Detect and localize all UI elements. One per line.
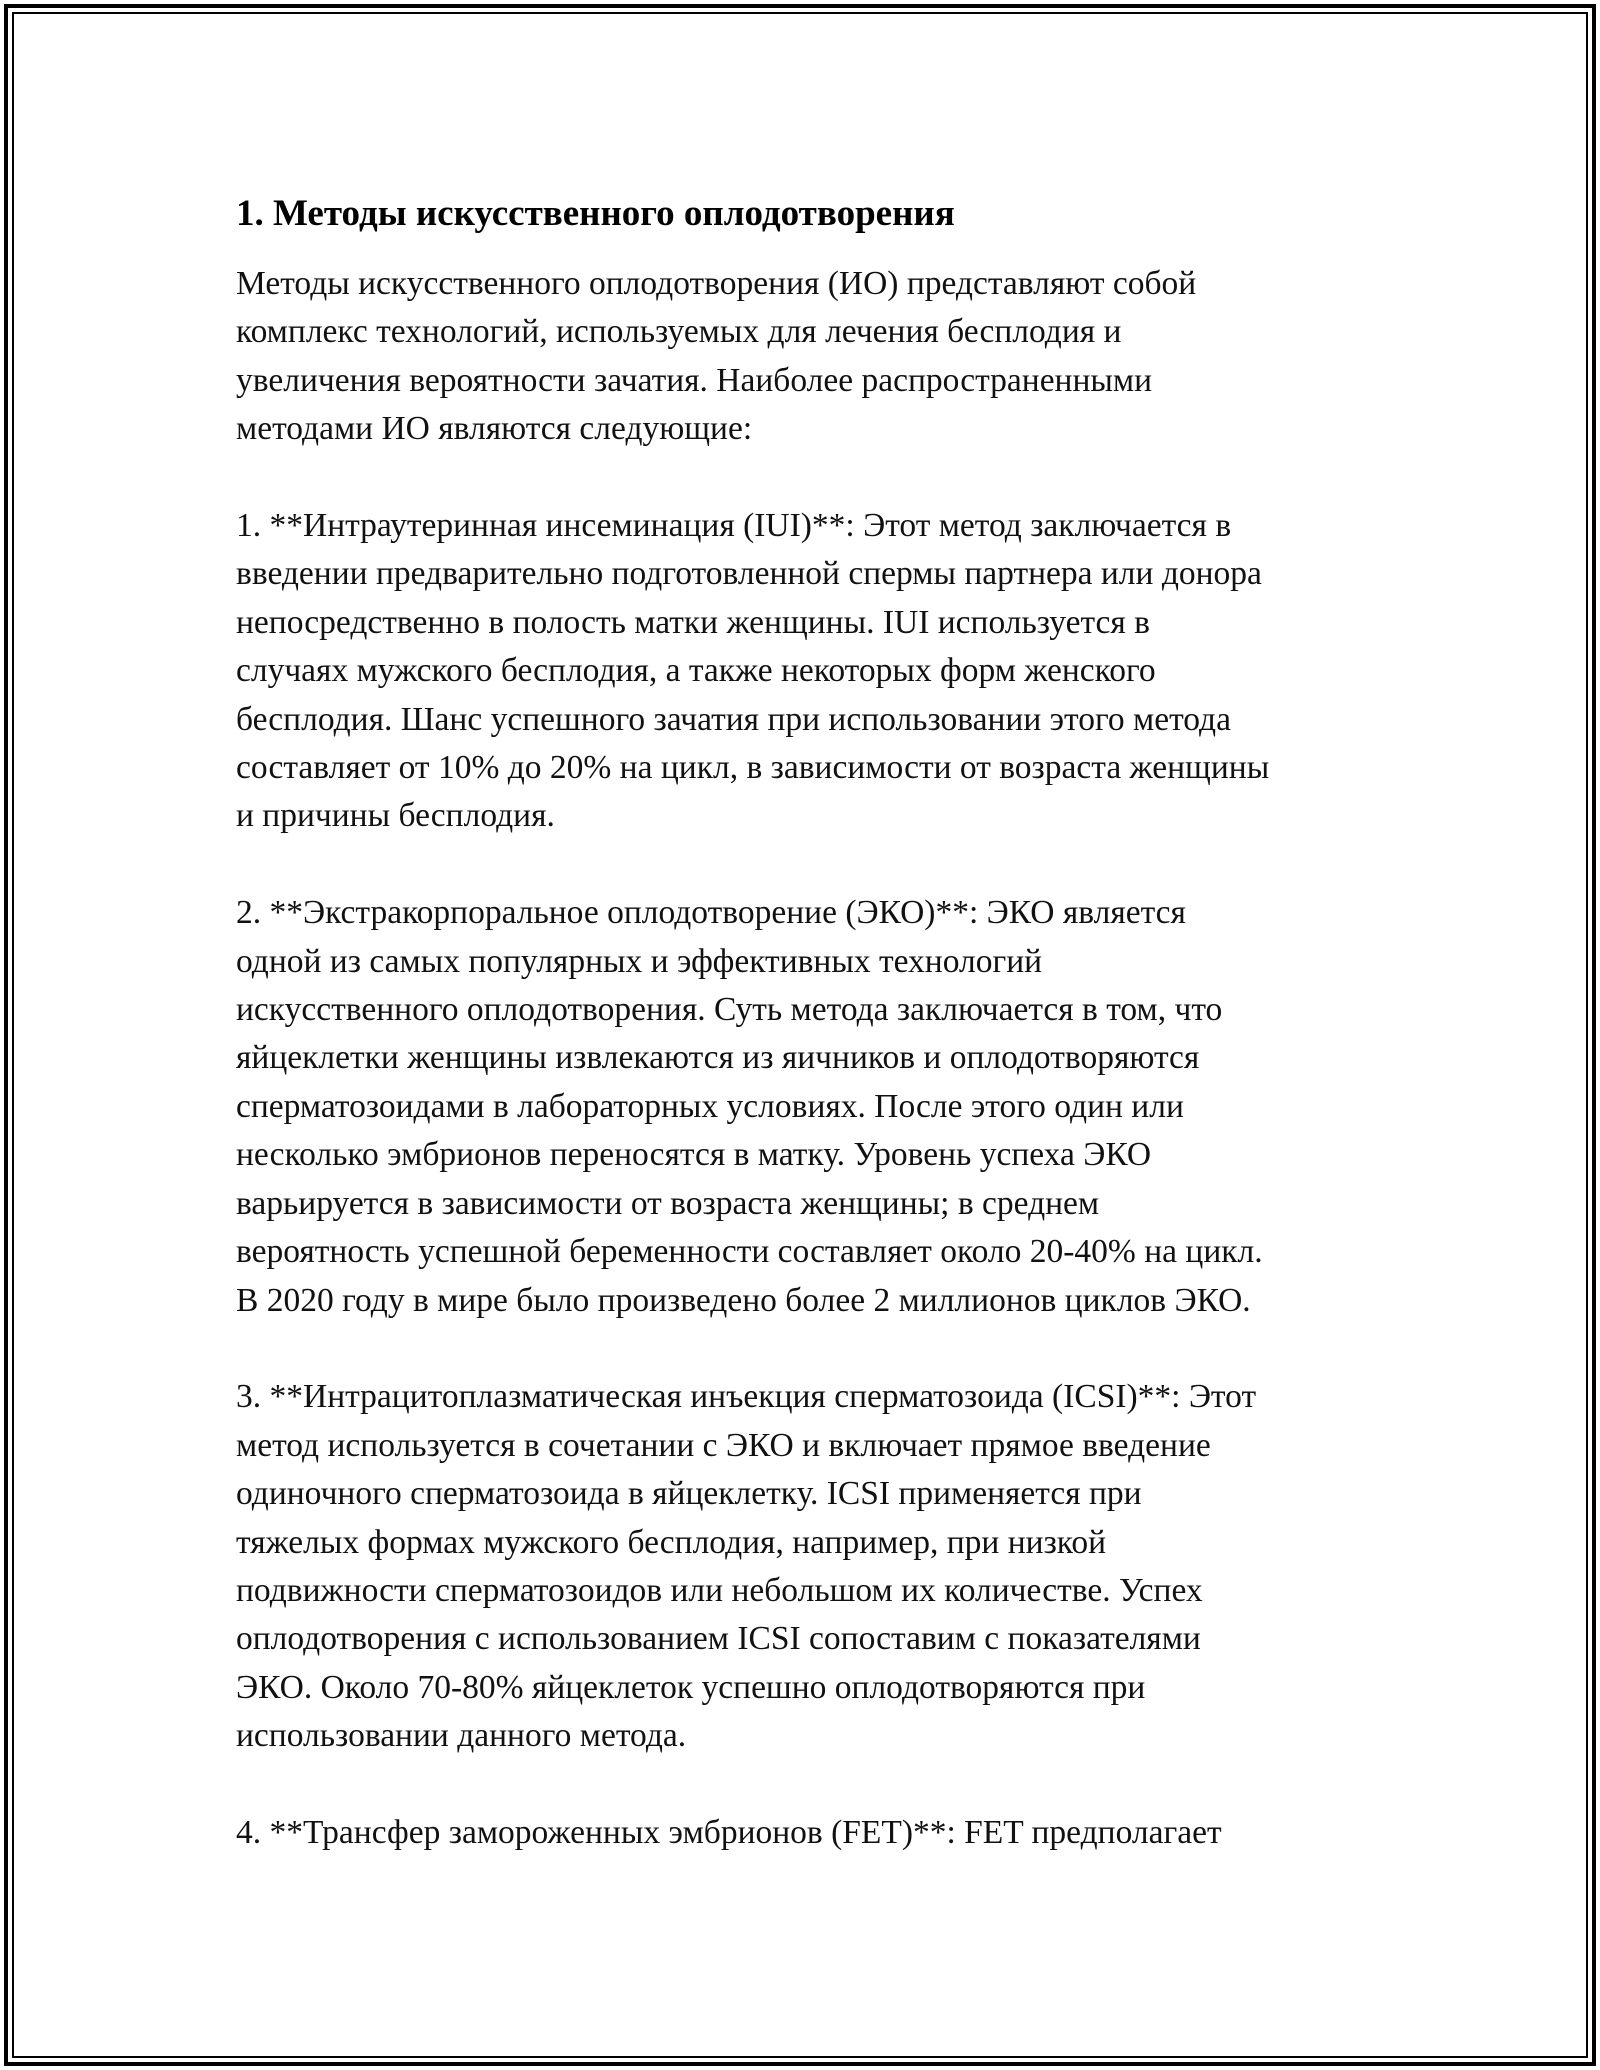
intro-paragraph: Методы искусственного оплодотворения (ИО) представляют собой комплекс технологий, используемых для лечения бесплодия и увеличения вероятности зачатия. Наиболее распространенными методами ИО являются следующие: <box>236 265 1197 448</box>
eco-paragraph: 2. **Экстракорпоральное оплодотворение (ЭКО)**: ЭКО является одной из самых популярных и эффективных технологий искусственного оплодотворения. Суть метода заключается в том, что яйцеклетки женщины извлекаются из яичников и оплодотворяются сперматозоидами в лабораторных условиях. После этого один или несколько эмбрионов переносятся в матку. Уровень успеха ЭКО варьируется в зависимости от возраста женщины; в среднем вероятность успешной беременности составляет около 20-40% на цикл. В 2020 году в мире было произведено более 2 миллионов циклов ЭКО. <box>236 894 1263 1319</box>
fet-paragraph: 4. **Трансфер замороженных эмбрионов (FET)**: FET предполагает <box>236 1813 1222 1851</box>
section-heading: 1. Методы искусственного оплодотворения <box>236 193 955 234</box>
iui-paragraph: 1. **Интраутеринная инсеминация (IUI)**: Этот метод заключается в введении предварительно подготовленной спермы партнера или донора непосредственно в полость матки женщины. IUI используется в случаях мужского бесплодия, а также некоторых форм женского бесплодия. Шанс успешного зачатия при использовании этого метода составляет от 10% до 20% на цикл, в зависимости от возраста женщины и причины бесплодия. <box>236 507 1270 835</box>
document-body <box>236 188 1376 1857</box>
icsi-paragraph: 3. **Интрацитоплазматическая инъекция сперматозоида (ICSI)**: Этот метод используется в сочетании с ЭКО и включает прямое введение одиночного сперматозоида в яйцеклетку. ICSI применяется при тяжелых формах мужского бесплодия, например, при низкой подвижности сперматозоидов или небольшом их количестве. Успех оплодотворения с использованием ICSI сопоставим с показателями ЭКО. Около 70-80% яйцеклеток успешно оплодотворяются при использовании данного метода. <box>236 1378 1257 1755</box>
